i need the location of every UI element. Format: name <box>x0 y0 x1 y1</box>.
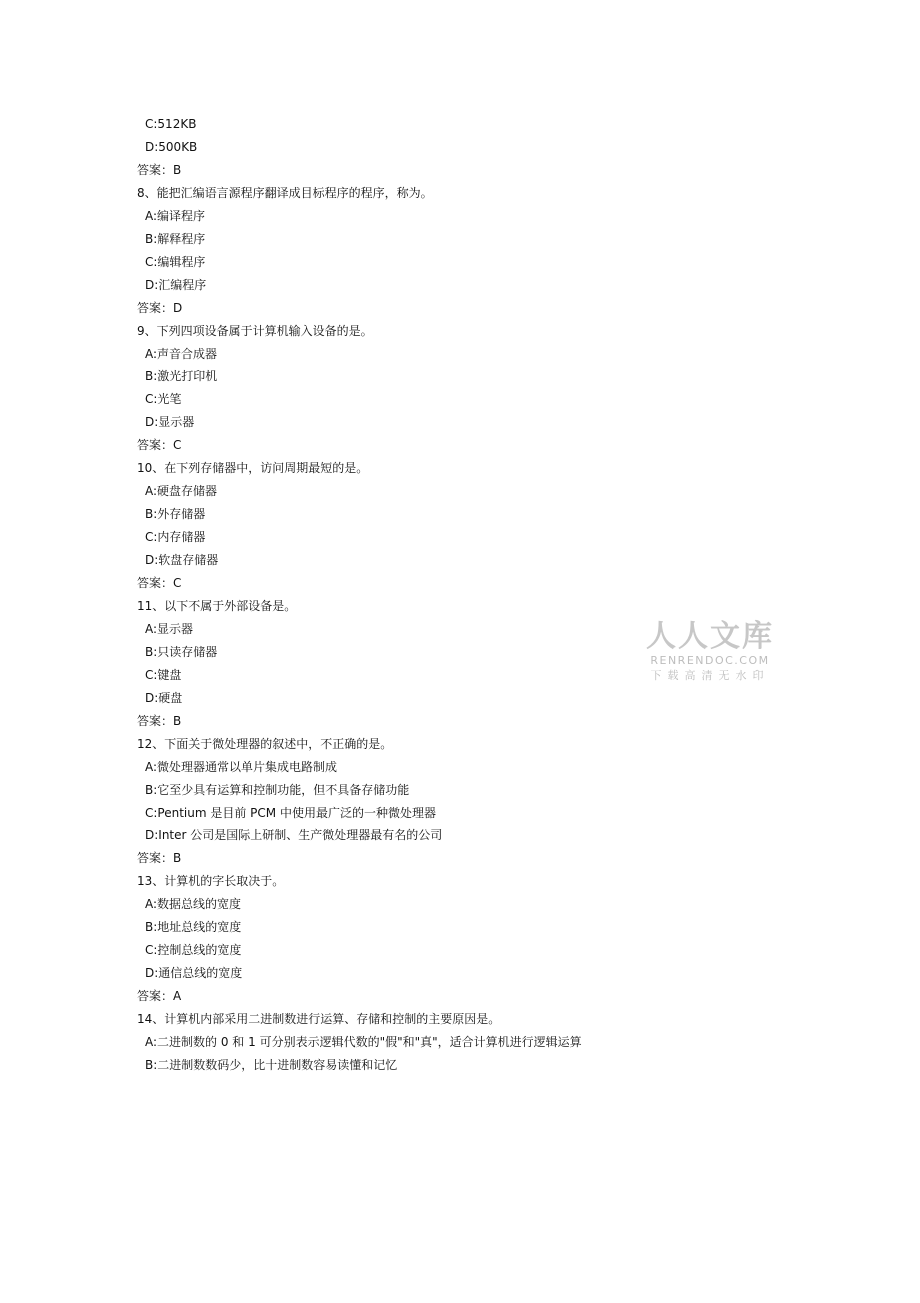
option-line: C:光笔 <box>145 392 182 407</box>
option-line: D:汇编程序 <box>145 277 207 292</box>
option-line: A:硬盘存储器 <box>145 484 218 499</box>
option-line: A:二进制数的 0 和 1 可分别表示逻辑代数的"假"和"真"，适合计算机进行逻辑运算 <box>145 1035 582 1049</box>
answer-line: 答案：C <box>137 438 182 453</box>
option-line: B:解释程序 <box>145 231 206 246</box>
option-line: D:软盘存储器 <box>145 553 219 568</box>
option-line: B:地址总线的宽度 <box>145 920 242 935</box>
option-line: B:它至少具有运算和控制功能，但不具备存储功能 <box>145 782 410 797</box>
answer-line: 答案：D <box>137 300 183 315</box>
watermark-tagline: 下载高清无水印 <box>650 669 770 682</box>
question-line: 11、以下不属于外部设备是。 <box>137 598 297 613</box>
option-line: A:显示器 <box>145 621 194 636</box>
question-line: 10、在下列存储器中，访问周期最短的是。 <box>137 461 369 476</box>
option-line: C:键盘 <box>145 667 182 682</box>
option-line: B:外存储器 <box>145 507 206 522</box>
option-line: A:声音合成器 <box>145 346 218 361</box>
answer-line: 答案：B <box>137 713 182 728</box>
option-line: A:编译程序 <box>145 208 206 223</box>
option-line: C:控制总线的宽度 <box>145 943 242 958</box>
question-line: 14、计算机内部采用二进制数进行运算、存储和控制的主要原因是。 <box>137 1012 501 1027</box>
answer-line: 答案：A <box>137 989 182 1004</box>
answer-line: 答案：B <box>137 162 182 177</box>
option-line: A:数据总线的宽度 <box>145 897 242 912</box>
question-line: 12、下面关于微处理器的叙述中，不正确的是。 <box>137 736 393 751</box>
answer-line: 答案：C <box>137 576 182 590</box>
option-line: D:通信总线的宽度 <box>145 966 243 981</box>
option-line: B:激光打印机 <box>145 369 218 384</box>
option-line: B:二进制数数码少，比十进制数容易读懂和记忆 <box>145 1057 398 1072</box>
option-line: D:Inter 公司是国际上研制、生产微处理器最有名的公司 <box>145 828 443 843</box>
option-line: C:512KB <box>145 117 197 131</box>
option-line: C:Pentium 是目前 PCM 中使用最广泛的一种微处理器 <box>145 805 436 820</box>
option-line: C:编辑程序 <box>145 254 206 269</box>
option-line: D:显示器 <box>145 415 195 430</box>
question-line: 9、下列四项设备属于计算机输入设备的是。 <box>137 323 373 338</box>
answer-line: 答案：B <box>137 851 182 866</box>
option-line: C:内存储器 <box>145 530 206 545</box>
watermark <box>645 620 775 684</box>
watermark-domain: RENRENDOC.COM <box>650 654 770 667</box>
option-line: D:硬盘 <box>145 690 183 705</box>
option-line: A:微处理器通常以单片集成电路制成 <box>145 759 338 774</box>
question-line: 13、计算机的字长取决于。 <box>137 874 285 889</box>
question-line: 8、能把汇编语言源程序翻译成目标程序的程序，称为。 <box>137 185 433 200</box>
watermark-title: 人人文库 <box>646 619 774 654</box>
option-line: B:只读存储器 <box>145 644 218 659</box>
option-line: D:500KB <box>145 139 198 154</box>
